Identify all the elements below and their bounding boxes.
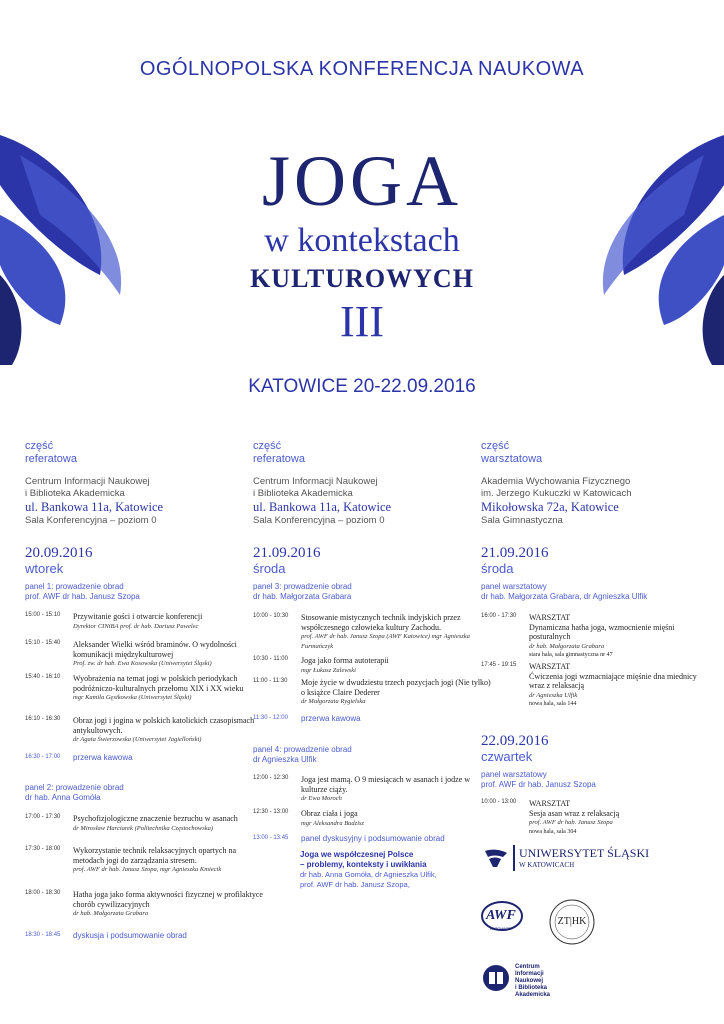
item-time: 12:30 - 13:00 [253,809,289,815]
address: ul. Bankowa 11a, Katowice [25,500,164,514]
panel-chair: dr Agnieszka Ulfik [253,755,317,764]
item-time: 12:00 - 12:30 [253,775,289,781]
item-author: dr Małgorzata Rygielska [301,698,366,705]
panel-title: panel warsztatowy [481,770,547,779]
panel-chair: dr hab. Małgorzata Grabara [253,592,352,601]
part-label: część [253,440,282,452]
break-time: 16:30 - 17:00 [25,754,61,760]
address: ul. Bankowa 11a, Katowice [253,500,392,514]
discussion-participants: prof. AWF dr hab. Janusz Szopa, [300,880,410,889]
item-author: dr Agata Świerzowska (Uniwersytet Jagielloński) [73,736,202,743]
panel-chair: dr hab. Anna Gomóła [25,793,101,802]
item-time: 16:10 - 16:30 [25,716,61,722]
university-name: UNIWERSYTET ŚLĄSKI [519,846,650,860]
discussion-participants: dr hab. Anna Gomóła, dr Agnieszka Ulfik, [300,870,437,879]
workshop-desc: Ćwiczenia jogi wzmacniające mięśnie dna miednicy wraz z relaksacją [529,671,697,690]
part-label: część [25,440,54,452]
break-time: 13:00 - 13:45 [253,835,289,841]
panel-chair: dr hab. Małgorzata Grabara, dr Agnieszka Ulfik [481,592,648,601]
item-time: 15:10 - 15:40 [25,640,61,646]
day2-header [253,545,468,602]
room: Sala Konferencyjna – poziom 0 [25,515,157,526]
item-author: dr hab. Małgorzata Grabara [73,910,149,917]
university-emblem-icon [483,847,509,869]
awf-logo [480,898,524,938]
ciniba-name [515,964,550,999]
break-title: przerwa kawowa [301,714,361,723]
part-type: warsztatowa [481,453,543,465]
day-name: środa [481,561,514,576]
workshop-room: stara hala, sala gimnastyczna nr 47 [529,652,613,658]
workshop-room: nowa hala, sala 144 [529,701,577,707]
ciniba-line: i Biblioteka [515,985,548,991]
item-author: Dyrektor CINiBA prof. dr hab. Dariusz Pawelec [73,622,199,630]
discussion-subtitle: – problemy, konteksty i uwikłania [300,860,427,869]
item-author: dr Mirosław Harciarek (Politechnika Częstochowska) [73,824,214,832]
title-line-3: KULTUROWYCH [250,264,474,293]
institution-line: i Biblioteka Akademicka [253,488,353,499]
item-title: Moje życie w dwudziestu trzech pozycjach jogi (Nie tylko) o książce Claire Dederer [301,678,491,697]
item-title: Przywitanie gości i otwarcie konferencji [73,612,203,621]
column-1-header [25,440,240,527]
item-time: 10:00 - 10:30 [253,613,289,619]
awf-city: KATOWICE [490,926,511,931]
part-type: referatowa [253,453,305,465]
item-time: 17:00 - 17:30 [25,814,61,820]
institution-line: im. Jerzego Kukuczki w Katowicach [481,488,632,499]
day-name: czwartek [481,749,533,764]
panel-title: panel 1: prowadzenie obrad [25,582,124,591]
university-logo [483,843,703,875]
break-time: 11:30 - 12:00 [253,715,288,721]
item-time: 17:30 - 18:00 [25,846,61,852]
item-author: dr Ewa Moroch [301,795,342,802]
item-title: Joga jako forma autoterapii [301,656,389,665]
ciniba-line: Centrum [515,964,540,970]
item-time: 18:00 - 18:30 [25,890,61,896]
day2-panel4 [253,745,468,765]
item-title: Hatha joga jako forma aktywności fizycznej w profilaktyce chorób cywilizacyjnych [73,890,263,909]
day-date: 21.09.2016 [481,545,549,561]
room: Sala Gimnastyczna [481,515,563,526]
item-author: dr Agnieszka Ulfik [529,691,578,699]
item-title: Wykorzystanie technik relaksacyjnych opartych na metodach jogi do zarządzania stresem. [73,846,237,865]
workshop-room: nowa hala, sala 304 [529,828,577,835]
break-title: przerwa kawowa [73,753,133,762]
break-time: 18:30 - 18:45 [25,932,61,938]
ciniba-line: Akademicka [515,992,551,998]
institution-line: Centrum Informacji Naukowej [25,476,150,487]
institution-line: Akademia Wychowania Fizycznego [481,476,631,487]
item-title: Joga jest mamą. O 9 miesiącach w asanach i jodze w kulturze ciąży. [301,775,471,794]
item-author: dr hab. Małgorzata Grabara [529,642,605,650]
column-3-header [481,440,696,527]
conference-subtitle: OGÓLNOPOLSKA KONFERENCJA NAUKOWA [139,58,585,80]
panel-title: panel 3: prowadzenie obrad [253,582,352,591]
workshop-label: WARSZTAT [529,662,571,671]
item-title: Obraz jogi i jogina w polskich katolickich czasopismach antykultowych. [73,716,255,735]
item-time: 10:00 - 13:00 [481,799,517,805]
item-title: Wyobrażenia na temat jogi w polskich periodykach podróżniczo-kulturalnych przełomu XIX i XX wieku [73,674,244,693]
day-date: 21.09.2016 [253,545,321,561]
item-author: Prof. zw. dr hab. Ewa Kosowska (Uniwersytet Śląski) [73,660,212,667]
ciniba-emblem-icon [482,964,510,992]
item-time: 15:40 - 16:10 [25,674,61,680]
item-time: 16:00 - 17:30 [481,613,517,619]
logo-divider [513,845,515,871]
ciniba-line: Informacji [515,971,544,977]
discussion-title: Joga we współczesnej Polsce [300,850,414,859]
panel-chair: prof. AWF dr hab. Janusz Szopa [25,592,140,601]
address: Mikołowska 72a, Katowice [481,500,619,514]
ciniba-logo [482,962,582,1002]
panel-title: panel 2: prowadzenie obrad [25,783,124,792]
workshop-desc: Dynamiczna hatha joga, wzmocnienie mięśni posturalnych [529,622,675,641]
item-author: prof. AWF dr hab. Janusz Szopa, mgr Agnieszka Kmiecik [73,866,222,873]
item-time: 15:00 - 15:10 [25,612,61,618]
title-main: JOGA [261,141,462,221]
title-edition: III [340,297,384,346]
panel-title: panel warsztatowy [481,582,547,591]
discussion-panel [300,850,480,890]
item-time: 11:00 - 11:30 [253,678,288,684]
day-date: 20.09.2016 [25,545,93,561]
day-name: środa [253,561,286,576]
place-and-date: KATOWICE 20-22.09.2016 [248,376,476,397]
item-time: 10:30 - 11:00 [253,656,288,662]
part-label: część [481,440,510,452]
panel-title: panel 4: prowadzenie obrad [253,745,352,754]
item-author: prof. AWF dr hab. Janusz Szopa (AWF Katowice) mgr Agnieszka Furmańczyk [301,633,470,650]
zthk-logo [548,898,596,946]
item-author: mgr Łukasz Zalewski [301,666,356,674]
day1-header [25,545,240,602]
workshop-label: WARSZTAT [529,799,571,808]
institution-line: i Biblioteka Akademicka [25,488,125,499]
zthk-text: ZT|HK [557,916,587,927]
part-type: referatowa [25,453,77,465]
day-date: 22.09.2016 [481,733,549,749]
day1-panel2 [25,783,240,803]
university-city: W KATOWICACH [519,861,575,869]
ciniba-line: Naukowej [515,978,544,984]
workshop-desc: Sesja asan wraz z relaksacją [529,808,620,818]
item-title: Stosowanie mistycznych technik indyjskich przez współczesnego człowieka kultury Zachodu. [301,613,461,632]
item-time: 17:45 - 19:15 [481,662,517,668]
awf-text: AWF [486,908,516,923]
institution-line: Centrum Informacji Naukowej [253,476,378,487]
item-author: prof. AWF dr hab. Janusz Szopa [529,819,613,826]
column-2-header [253,440,468,527]
item-title: Obraz ciała i joga [301,809,358,818]
item-title: Psychofizjologiczne znaczenie bezruchu w asanach [73,814,238,823]
day-name: wtorek [25,561,64,576]
break-title: dyskusja i podsumowanie obrad [73,931,187,940]
panel-chair: prof. AWF dr hab. Janusz Szopa [481,780,596,789]
day4-header [481,733,696,790]
day3-header [481,545,696,602]
item-author: mgr Kamila Gęsikowska (Uniwersytet Śląski) [73,694,192,701]
item-author: mgr Aleksandra Budzisz [301,819,365,827]
item-title: Aleksander Wielki wśród braminów. O wydolności komunikacji międzykulturowej [73,640,237,659]
break-title: panel dyskusyjny i podsumowanie obrad [301,834,445,843]
title-line-2: w kontekstach [264,222,460,259]
room: Sala Konferencyjna – poziom 0 [253,515,385,526]
workshop-label: WARSZTAT [529,613,571,622]
